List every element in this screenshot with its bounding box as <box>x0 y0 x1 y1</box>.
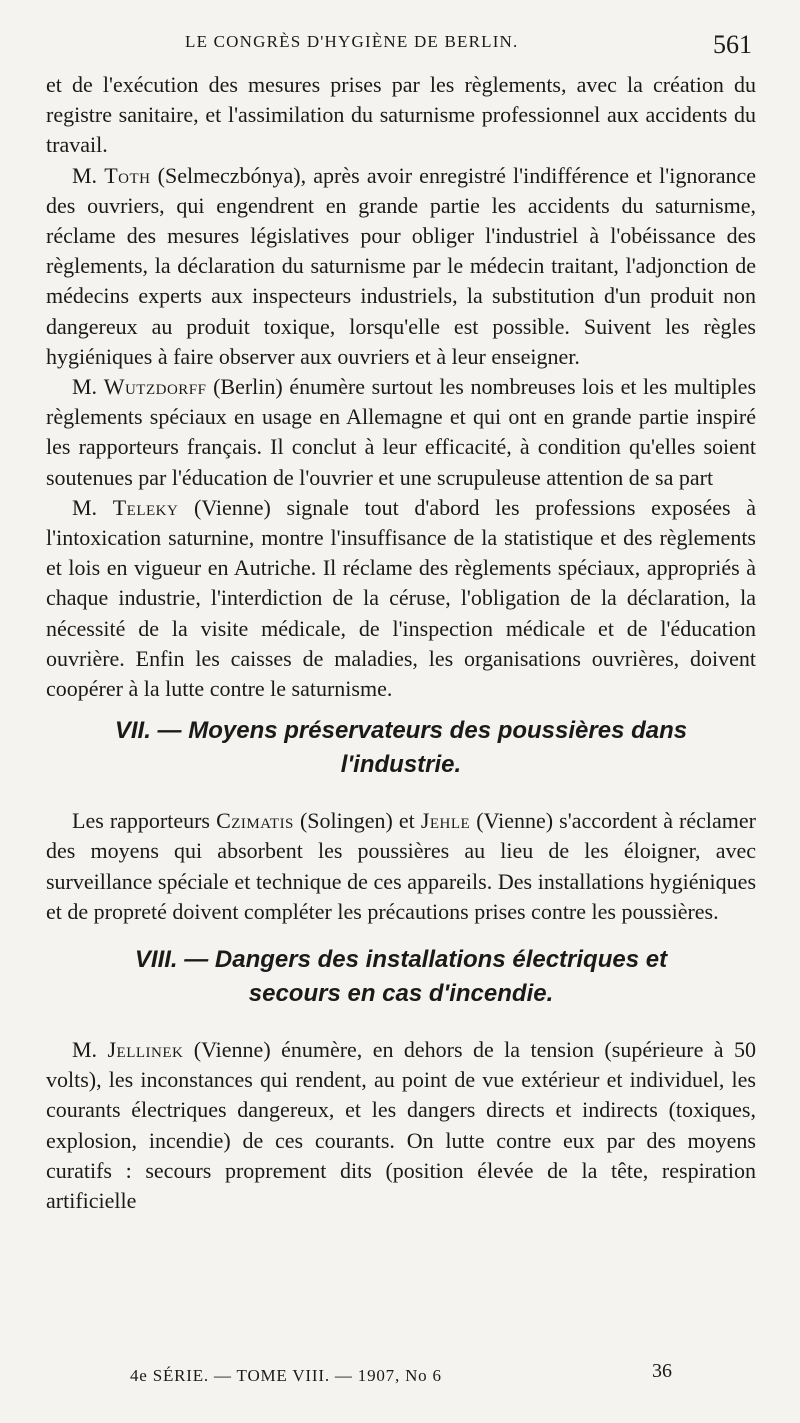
author-name: Toth <box>104 162 151 188</box>
author-name: Jellinek <box>107 1037 184 1063</box>
text-run: (Vienne) s'accordent à réclamer des moyens qui absorbent les poussières au lieu de les éloigner, avec surveillance spéciale et technique de ces appareils. Des installations hygiéniques et de propreté doivent compléter les précautions prises contre les poussières. <box>46 808 756 924</box>
page-header <box>0 30 800 66</box>
text-run: et de l'exécution des mesures prises par les règlements, avec la création du registre sanitaire, et l'assimilation du saturnisme professionnel aux accidents du travail. <box>46 72 756 158</box>
author-name: Wutzdorff <box>103 374 207 400</box>
paragraph-teleky <box>46 493 756 704</box>
author-name: Jehle <box>420 808 471 834</box>
paragraph-wutzdorff <box>46 372 756 493</box>
author-name: Czimatis <box>216 808 294 834</box>
text-run: M. <box>72 374 104 400</box>
text-run: Les rapporteurs <box>72 808 217 834</box>
text-run: (Vienne) énumère, en dehors de la tension (supérieure à 50 volts), les inconstances qui rendent, au point de vue extérieur et individuel, les courants électriques dangereux, et les dangers directs et indirects (toxiques, explosion, incendie) de ces courants. On lutte contre eux par des moyens curatifs : secours proprement dits (position élevée de la tête, respiration artificielle <box>46 1037 756 1214</box>
printer-signature: 4e SÉRIE. — TOME VIII. — 1907, No 6 <box>130 1366 442 1385</box>
page-body <box>46 70 756 1216</box>
section-heading-vii-line1: VII. — Moyens préservateurs des poussières dans <box>114 717 688 745</box>
text-run: M. <box>72 494 113 520</box>
page-number: 561 <box>713 30 752 59</box>
paragraph-czimatis-jehle <box>46 806 756 927</box>
text-run: (Vienne) signale tout d'abord les professions exposées à l'intoxication saturnine, montre l'insuffisance de la statistique et des règlements et lois en vigueur en Autriche. Il réclame des règlements spéciaux, appropriés à chaque industrie, l'interdiction de la céruse, l'obligation de la déclaration, la nécessité de la visite médicale, de l'inspection médicale et de l'éducation ouvrière. Enfin les caisses de maladies, les organisations ouvrières, doivent coopérer à la lutte contre le saturnisme. <box>46 494 756 702</box>
paragraph-continuation <box>46 70 756 161</box>
text-run: M. <box>72 1037 108 1063</box>
section-heading-viii <box>46 943 756 1011</box>
text-run: (Berlin) énumère surtout les nombreuses lois et les multiples règlements spéciaux en usage en Allemagne et qui ont en grande partie inspiré les rapporteurs français. Il conclut à leur efficacité, à condition qu'elles soient soutenues par l'éducation de l'ouvrier et une scrupuleuse attention de sa part <box>46 374 757 490</box>
text-run: M. <box>72 162 105 188</box>
running-head: LE CONGRÈS D'HYGIÈNE DE BERLIN. <box>185 32 519 51</box>
section-heading-vii-line2: l'industrie. <box>340 751 462 779</box>
page-footer <box>0 1360 800 1394</box>
text-run: (Solingen) et <box>293 808 421 834</box>
section-heading-viii-line1: VIII. — Dangers des installations électriques et <box>134 946 668 974</box>
section-heading-viii-line2: secours en cas d'incendie. <box>248 980 554 1008</box>
sheet-number: 36 <box>652 1360 672 1382</box>
author-name: Teleky <box>112 494 179 520</box>
paragraph-jellinek <box>46 1035 756 1216</box>
section-heading-vii <box>46 714 756 782</box>
paragraph-toth <box>46 161 756 372</box>
text-run: (Selmeczbónya), après avoir enregistré l'indifférence et l'ignorance des ouvriers, qui engendrent en grande partie les accidents du saturnisme, réclame des mesures législatives pour obliger l'industriel à l'obéissance des règlements, la déclaration du saturnisme par le médecin traitant, l'adjonction de médecins experts aux inspecteurs industriels, la substitution d'un produit non dangereux au produit toxique, lorsqu'elle est possible. Suivent les règles hygiéniques à faire observer aux ouvriers et à leur enseigner. <box>46 162 756 369</box>
